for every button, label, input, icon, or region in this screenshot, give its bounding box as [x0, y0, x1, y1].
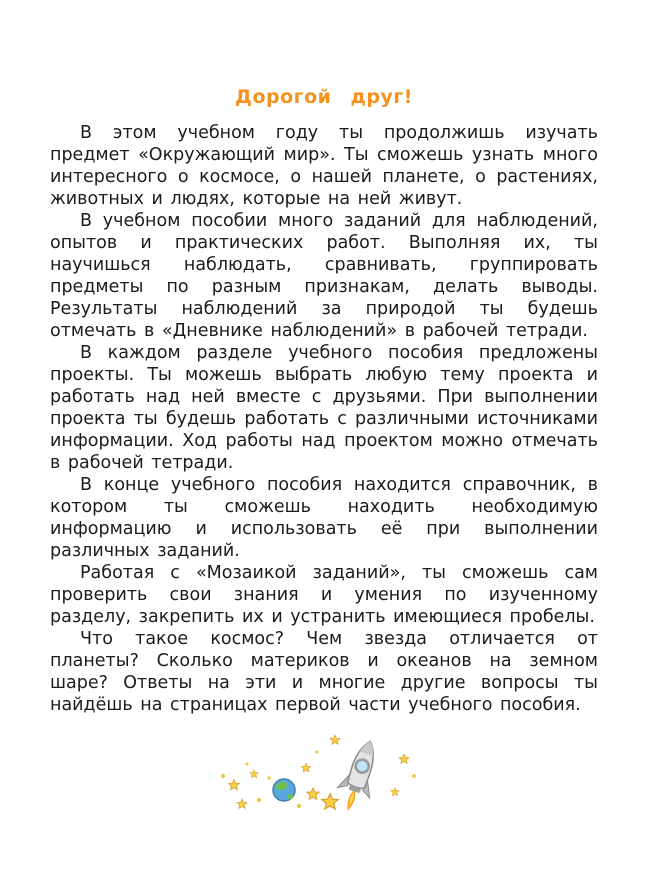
paragraph-2: В учебном пособии много заданий для наблюдений, опытов и практических работ. Выполняя их, ты научишься наблюдать, сравнивать, группировать предметы по разным признакам, делать выводы. Результаты наблюдений за природой ты будешь отмечать в «Дневнике наблюдений» в рабочей тетради.	[50, 211, 598, 341]
sparkle-dots	[221, 751, 416, 809]
paragraph-6: Что такое космос? Чем звезда отличается от планеты? Сколько материков и океанов на земном шаре? Ответы на эти и многие другие вопросы ты найдёшь на страницах первой части учебного пособия.	[50, 629, 598, 715]
paragraph-3: В каждом разделе учебного пособия предложены проекты. Ты можешь выбрать любую тему проекта и работать над ней вместе с друзьями. При выполнении проекта ты будешь работать с различными источниками информации. Ход работы над проектом можно отмечать в рабочей тетради.	[50, 343, 598, 473]
earth-icon	[273, 779, 295, 801]
page-title: Дорогой друг!	[235, 86, 413, 108]
rocket-icon	[332, 736, 387, 816]
paragraph-4: В конце учебного пособия находится справочник, в котором ты сможешь находить необходимую информацию и использовать её при выполнении различных заданий.	[50, 475, 598, 561]
rocket-stars-svg	[209, 724, 439, 829]
rocket-stars-illustration	[50, 724, 598, 833]
paragraph-1: В этом учебном году ты продолжишь изучать предмет «Окружающий мир». Ты сможешь узнать много интересного о космосе, о нашей планете, о растениях, животных и людях, которые на ней живут.	[50, 123, 598, 209]
star-icons	[229, 735, 410, 809]
paragraph-5: Работая с «Мозаикой заданий», ты сможешь сам проверить свои знания и умения по изученному разделу, закрепить их и устранить имеющиеся пробелы.	[50, 563, 598, 627]
